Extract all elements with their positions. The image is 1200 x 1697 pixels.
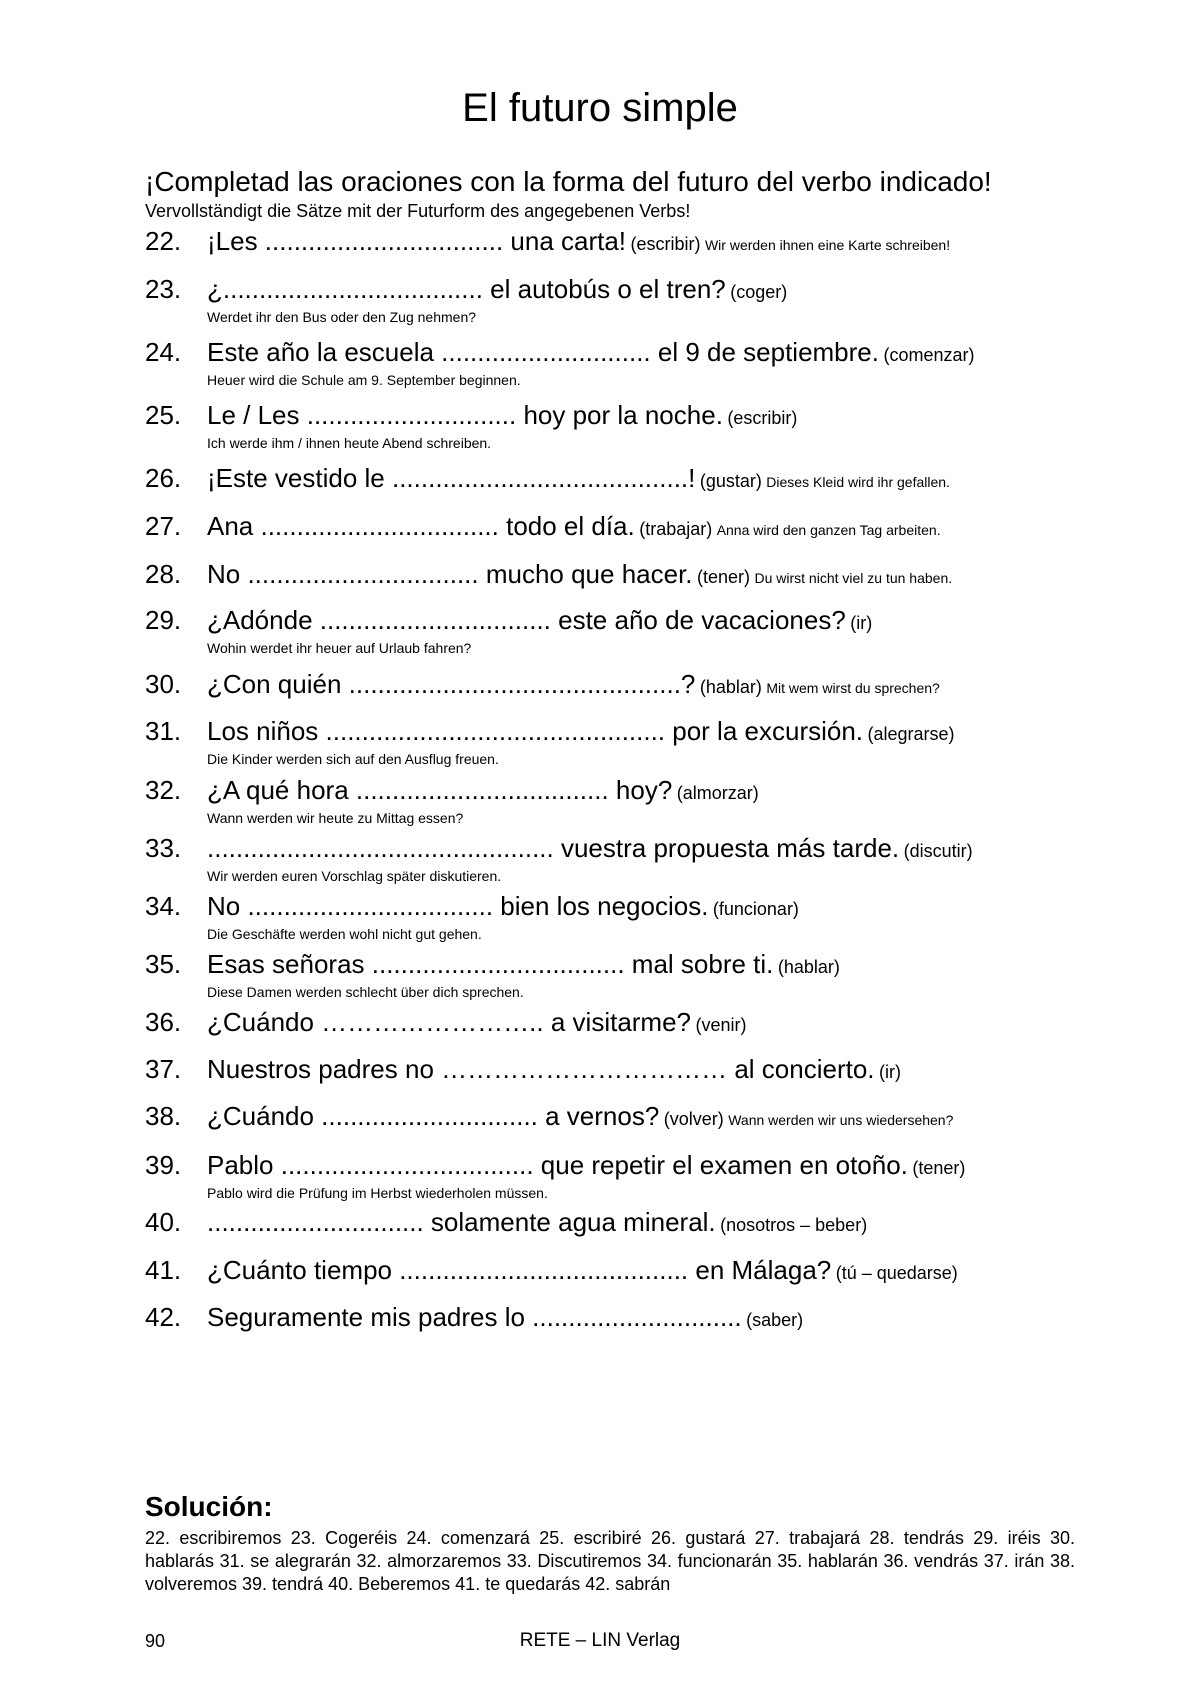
exercise-line bbox=[207, 831, 973, 870]
german-translation: Wir werden euren Vorschlag später diskutieren. bbox=[207, 868, 502, 884]
exercise-line bbox=[207, 714, 955, 753]
exercise-number: 42. bbox=[145, 1302, 182, 1332]
exercise-number: 34. bbox=[145, 891, 182, 921]
page-number: 90 bbox=[145, 1631, 166, 1651]
exercise-line bbox=[207, 947, 840, 986]
solution-text: 22. escribiremos 23. Cogeréis 24. comenzará 25. escribiré 26. gustará 27. trabajará 28. tendrás 29. iréis 30. hablarás 31. se alegrarán 32. almorzaremos 33. Discutiremos 34. funcionarán 35. hablarán 36. vendrás 37. irán 38. volveremos 39. tendrá 40. Beberemos 41. te quedarás 42. sabrán bbox=[145, 1528, 1075, 1594]
exercise-number: 35. bbox=[145, 949, 182, 979]
exercise-number: 40. bbox=[145, 1207, 182, 1237]
exercise-sentence: Este año la escuela ............................. el 9 de septiembre. bbox=[207, 337, 879, 367]
verb-hint: (tener) bbox=[697, 567, 751, 587]
exercise-line bbox=[207, 1205, 867, 1244]
exercise-number: 33. bbox=[145, 833, 182, 863]
solution-title: Solución: bbox=[145, 1491, 273, 1522]
exercise-sentence: ¿A qué hora ................................... hoy? bbox=[207, 775, 673, 805]
exercise-line bbox=[207, 1148, 965, 1187]
exercise-number: 27. bbox=[145, 511, 182, 541]
german-translation: Die Geschäfte werden wohl nicht gut gehen. bbox=[207, 926, 482, 942]
publisher: RETE – LIN Verlag bbox=[519, 1630, 681, 1651]
exercise-sentence: ¿Cuándo .............................. a vernos? bbox=[207, 1101, 660, 1131]
exercise-number: 30. bbox=[145, 669, 182, 699]
verb-hint: (discutir) bbox=[903, 841, 973, 861]
exercise-sentence: ¿Cuánto tiempo ........................................ en Málaga? bbox=[207, 1255, 832, 1285]
exercise-sentence: No ................................ mucho que hacer. bbox=[207, 559, 693, 589]
exercise-number: 24. bbox=[145, 337, 182, 367]
exercise-number: 32. bbox=[145, 775, 182, 805]
exercise-number: 36. bbox=[145, 1007, 182, 1037]
exercise-sentence: ¿Cuándo …………………….. a visitarme? bbox=[207, 1007, 692, 1037]
exercise-sentence: ¡Les ................................. una carta! bbox=[207, 226, 627, 256]
exercise-sentence: Esas señoras ................................... mal sobre ti. bbox=[207, 949, 774, 979]
verb-hint: (escribir) bbox=[630, 234, 701, 254]
verb-hint: (volver) bbox=[663, 1109, 724, 1129]
verb-hint: (hablar) bbox=[699, 677, 762, 697]
exercise-line bbox=[207, 889, 799, 928]
exercise-line bbox=[207, 224, 950, 263]
verb-hint: (tener) bbox=[912, 1158, 966, 1178]
exercise-line bbox=[207, 557, 952, 596]
verb-hint: (ir) bbox=[879, 1062, 901, 1082]
exercise-number: 23. bbox=[145, 274, 182, 304]
exercise-sentence: ¿Adónde ................................ este año de vacaciones? bbox=[207, 605, 846, 635]
german-translation: Wohin werdet ihr heuer auf Urlaub fahren? bbox=[207, 640, 472, 656]
exercise-line bbox=[207, 1005, 746, 1044]
german-translation: Pablo wird die Prüfung im Herbst wiederholen müssen. bbox=[207, 1185, 548, 1201]
verb-hint: (ir) bbox=[850, 613, 873, 633]
german-translation: Heuer wird die Schule am 9. September beginnen. bbox=[207, 372, 521, 388]
exercise-number: 41. bbox=[145, 1255, 182, 1285]
exercise-line bbox=[207, 335, 974, 374]
exercise-line bbox=[207, 1052, 901, 1091]
exercise-line bbox=[207, 461, 950, 500]
exercise-line bbox=[207, 667, 940, 706]
verb-hint: (comenzar) bbox=[883, 345, 975, 365]
verb-hint: (escribir) bbox=[727, 408, 798, 428]
verb-hint: (funcionar) bbox=[712, 899, 799, 919]
exercise-number: 38. bbox=[145, 1101, 182, 1131]
exercise-sentence: Seguramente mis padres lo ............................. bbox=[207, 1302, 742, 1332]
german-translation: Diese Damen werden schlecht über dich sprechen. bbox=[207, 984, 524, 1000]
exercise-line bbox=[207, 1099, 953, 1138]
german-translation: Dieses Kleid wird ihr gefallen. bbox=[766, 474, 950, 490]
exercise-number: 26. bbox=[145, 463, 182, 493]
exercise-line bbox=[207, 272, 787, 311]
verb-hint: (venir) bbox=[695, 1015, 747, 1035]
german-translation: Ich werde ihm / ihnen heute Abend schreiben. bbox=[207, 435, 492, 451]
exercise-sentence: ................................................ vuestra propuesta más tarde. bbox=[207, 833, 900, 863]
german-translation: Du wirst nicht viel zu tun haben. bbox=[754, 570, 953, 586]
exercise-sentence: Los niños ............................................... por la excursión. bbox=[207, 716, 864, 746]
exercise-number: 39. bbox=[145, 1150, 182, 1180]
exercise-line bbox=[207, 1300, 803, 1339]
exercise-sentence: .............................. solamente agua mineral. bbox=[207, 1207, 716, 1237]
verb-hint: (hablar) bbox=[777, 957, 840, 977]
verb-hint: (gustar) bbox=[699, 471, 762, 491]
german-translation: Die Kinder werden sich auf den Ausflug freuen. bbox=[207, 751, 499, 767]
exercise-number: 28. bbox=[145, 559, 182, 589]
exercise-line bbox=[207, 398, 797, 437]
exercise-sentence: Le / Les ............................. hoy por la noche. bbox=[207, 400, 723, 430]
exercise-sentence: ¿Con quién ..............................................? bbox=[207, 669, 696, 699]
exercise-number: 22. bbox=[145, 226, 182, 256]
verb-hint: (coger) bbox=[730, 282, 788, 302]
verb-hint: (almorzar) bbox=[676, 783, 759, 803]
exercise-number: 25. bbox=[145, 400, 182, 430]
german-translation: Werdet ihr den Bus oder den Zug nehmen? bbox=[207, 309, 477, 325]
exercise-sentence: ¿.................................... el autobús o el tren? bbox=[207, 274, 726, 304]
exercise-line bbox=[207, 509, 941, 548]
exercise-number: 37. bbox=[145, 1054, 182, 1084]
verb-hint: (tú – quedarse) bbox=[835, 1263, 958, 1283]
german-translation: Anna wird den ganzen Tag arbeiten. bbox=[716, 522, 941, 538]
german-translation: Wann werden wir uns wiedersehen? bbox=[728, 1112, 954, 1128]
exercise-line bbox=[207, 603, 872, 642]
exercise-number: 29. bbox=[145, 605, 182, 635]
german-translation: Mit wem wirst du sprechen? bbox=[766, 680, 940, 696]
exercise-sentence: ¡Este vestido le .........................................! bbox=[207, 463, 696, 493]
verb-hint: (trabajar) bbox=[639, 519, 713, 539]
instruction-spanish: ¡Completad las oraciones con la forma del futuro del verbo indicado! bbox=[145, 166, 992, 197]
page-title: El futuro simple bbox=[462, 86, 738, 130]
exercise-sentence: No .................................. bien los negocios. bbox=[207, 891, 709, 921]
german-translation: Wir werden ihnen eine Karte schreiben! bbox=[704, 237, 951, 253]
verb-hint: (nosotros – beber) bbox=[720, 1215, 868, 1235]
exercise-sentence: Pablo ................................... que repetir el examen en otoño. bbox=[207, 1150, 908, 1180]
verb-hint: (saber) bbox=[746, 1310, 804, 1330]
exercise-number: 31. bbox=[145, 716, 182, 746]
instruction-german: Vervollständigt die Sätze mit der Futurform des angegebenen Verbs! bbox=[145, 201, 691, 221]
exercise-sentence: Ana ................................. todo el día. bbox=[207, 511, 635, 541]
german-translation: Wann werden wir heute zu Mittag essen? bbox=[207, 810, 464, 826]
verb-hint: (alegrarse) bbox=[867, 724, 955, 744]
exercise-line bbox=[207, 1253, 958, 1292]
exercise-sentence: Nuestros padres no …………………………… al concierto. bbox=[207, 1054, 875, 1084]
exercise-line bbox=[207, 773, 759, 812]
